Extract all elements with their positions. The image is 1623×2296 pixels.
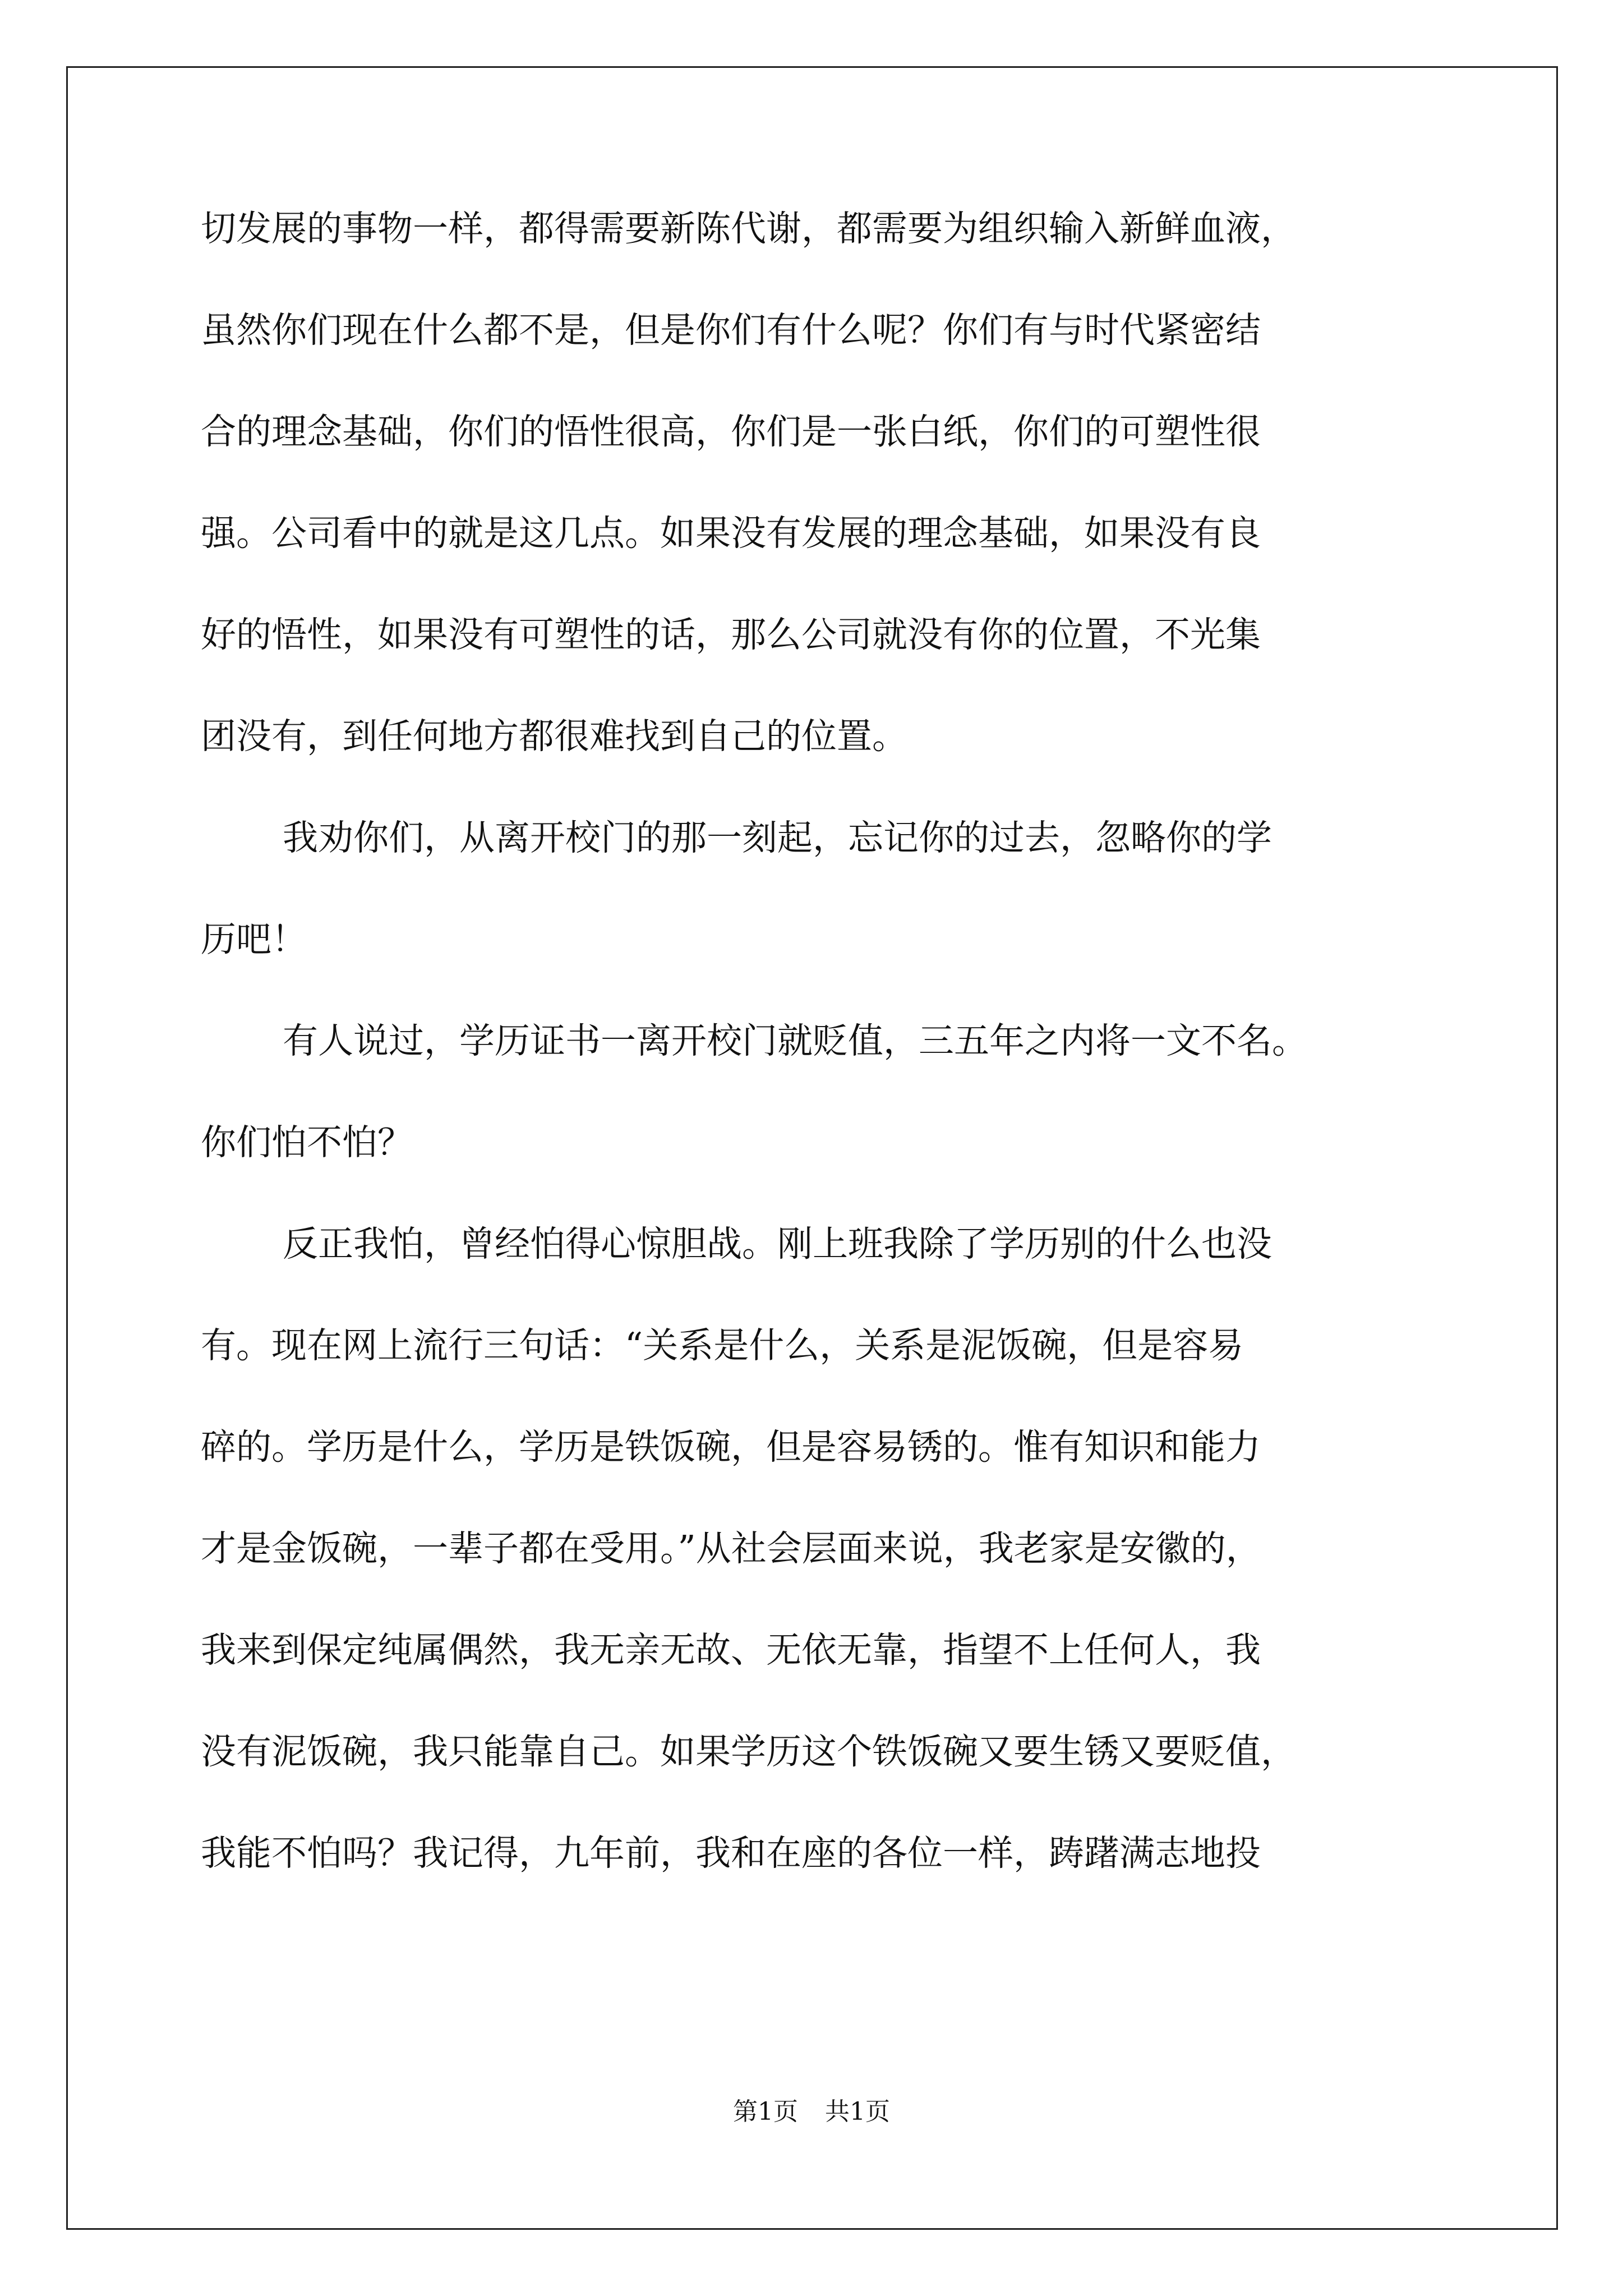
page-total: 共1页 bbox=[825, 2097, 890, 2126]
text-line: 合的理念基础，你们的悟性很高，你们是一张白纸，你们的可塑性很 bbox=[201, 411, 1261, 452]
text-line: 好的悟性，如果没有可塑性的话，那么公司就没有你的位置，不光集 bbox=[201, 614, 1261, 655]
text-line: 团没有，到任何地方都很难找到自己的位置。 bbox=[201, 716, 907, 757]
text-line: 有人说过，学历证书一离开校门就贬值，三五年之内将一文不名。 bbox=[283, 1020, 1307, 1061]
text-line: 强。公司看中的就是这几点。如果没有发展的理念基础，如果没有良 bbox=[201, 513, 1261, 554]
text-line: 才是金饭碗，一辈子都在受用。”从社会层面来说，我老家是安徽的， bbox=[201, 1528, 1261, 1569]
text-line: 我劝你们，从离开校门的那一刻起，忘记你的过去，忽略你的学 bbox=[283, 817, 1272, 858]
text-line: 虽然你们现在什么都不是，但是你们有什么呢？你们有与时代紧密结 bbox=[201, 310, 1261, 351]
text-line: 历吧！ bbox=[201, 919, 307, 960]
page-footer bbox=[0, 2091, 1623, 2127]
text-line: 我来到保定纯属偶然，我无亲无故、无依无靠，指望不上任何人，我 bbox=[201, 1630, 1261, 1671]
page-number: 第1页 bbox=[733, 2097, 798, 2126]
text-line: 我能不怕吗？我记得，九年前，我和在座的各位一样，踌躇满志地投 bbox=[201, 1833, 1261, 1874]
text-line: 反正我怕，曾经怕得心惊胆战。刚上班我除了学历别的什么也没 bbox=[283, 1223, 1272, 1264]
text-line: 切发展的事物一样，都得需要新陈代谢，都需要为组织输入新鲜血液， bbox=[201, 208, 1296, 249]
text-line: 你们怕不怕？ bbox=[201, 1122, 413, 1163]
text-line: 没有泥饭碗，我只能靠自己。如果学历这个铁饭碗又要生锈又要贬值， bbox=[201, 1731, 1296, 1772]
text-line: 有。现在网上流行三句话：“关系是什么，关系是泥饭碗，但是容易 bbox=[201, 1325, 1244, 1366]
text-line: 碎的。学历是什么，学历是铁饭碗，但是容易锈的。惟有知识和能力 bbox=[201, 1427, 1261, 1467]
